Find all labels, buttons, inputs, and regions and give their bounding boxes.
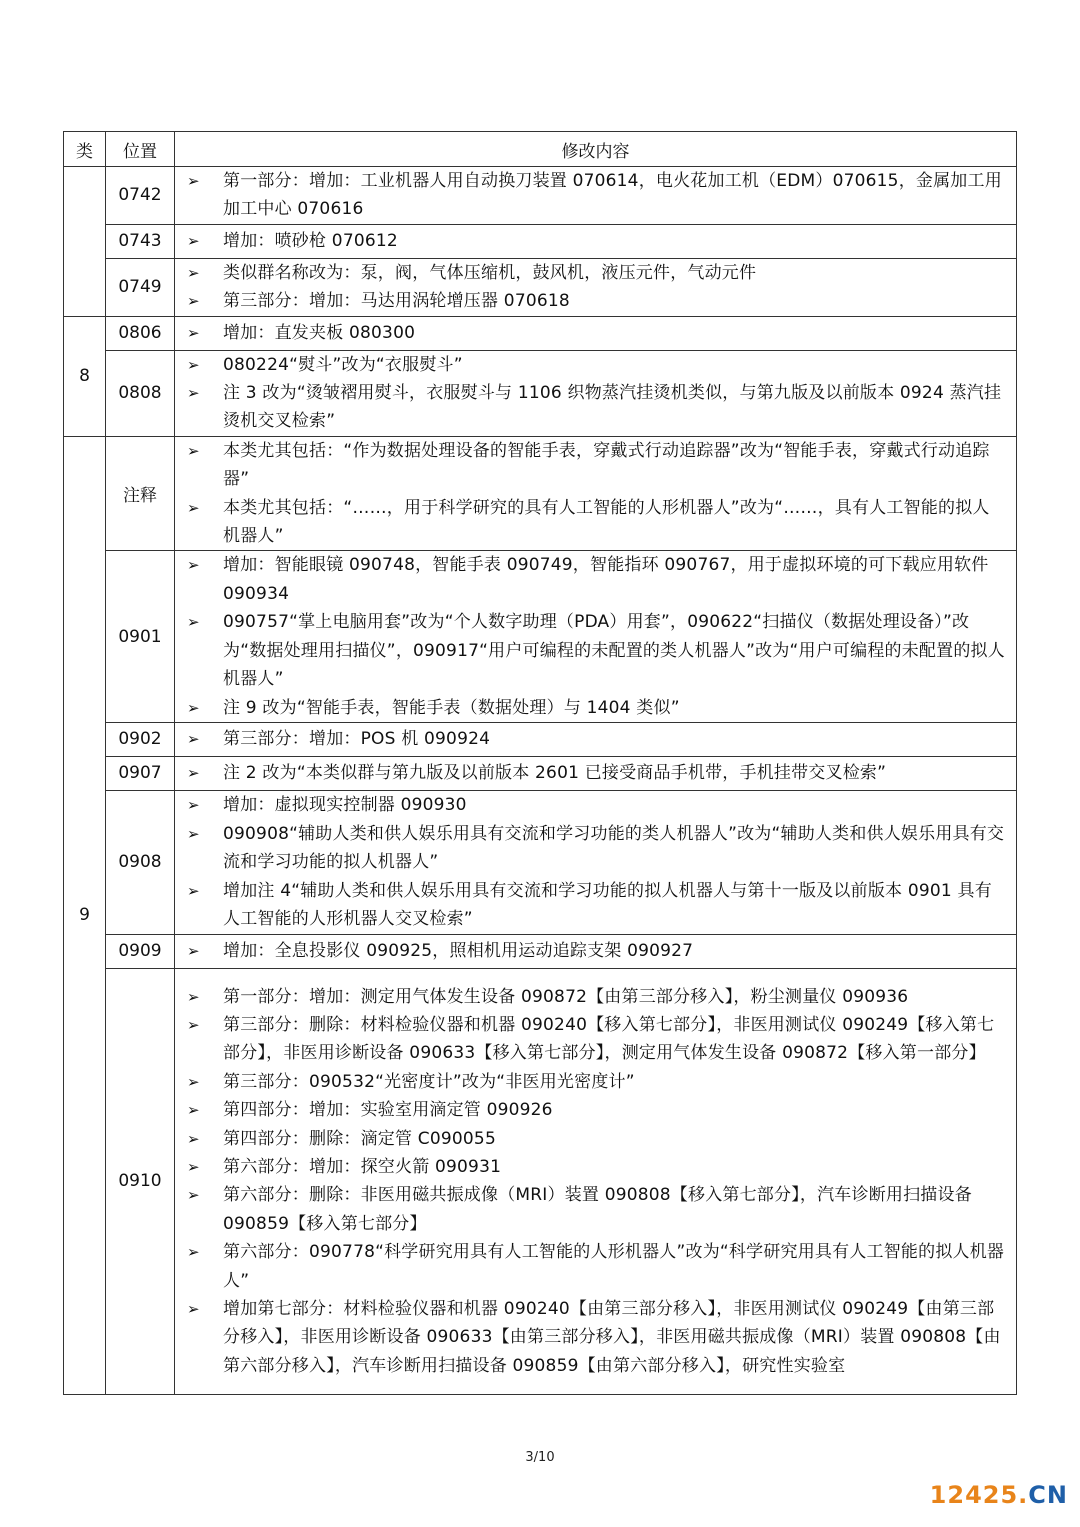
content-cell <box>175 968 1017 1394</box>
position-cell: 0908 <box>106 790 175 934</box>
list-item: ➢ 增加：智能眼镜 090748，智能手表 090749，智能指环 090767，用于虚拟环境的可下载应用软件 090934 <box>187 551 1006 608</box>
arrow-bullet-icon: ➢ <box>187 764 200 783</box>
list-item: ➢ 本类尤其包括：“……，用于科学研究的具有人工智能的人形机器人”改为“……，具有人工智能的拟人机器人” <box>187 494 1006 551</box>
position-cell: 0907 <box>106 756 175 790</box>
position-cell: 0808 <box>106 350 175 436</box>
arrow-bullet-icon: ➢ <box>187 881 200 900</box>
list-item: ➢ 增加：直发夹板 080300 <box>187 319 1006 347</box>
content-cell <box>175 350 1017 436</box>
arrow-bullet-icon: ➢ <box>187 730 200 749</box>
header-content: 修改内容 <box>175 132 1017 167</box>
list-item: ➢ 090757“掌上电脑用套”改为“个人数字助理（PDA）用套”，090622“扫描仪（数据处理设备）”改为“数据处理用扫描仪”，090917“用户可编程的未配置的类人机器人”改为“用户可编程的未配置的拟人机器人” <box>187 608 1006 693</box>
arrow-bullet-icon: ➢ <box>187 1129 200 1148</box>
content-cell <box>175 436 1017 551</box>
list-item: ➢ 注 3 改为“烫皱褶用熨斗，衣服熨斗与 1106 织物蒸汽挂烫机类似，与第九版及以前版本 0924 蒸汽挂烫机交叉检索” <box>187 379 1006 436</box>
class-cell <box>64 167 106 317</box>
table-row <box>64 756 1017 790</box>
table-row <box>64 551 1017 722</box>
list-item: ➢ 增加：喷砂枪 070612 <box>187 227 1006 255</box>
content-cell <box>175 722 1017 756</box>
arrow-bullet-icon: ➢ <box>187 441 200 460</box>
arrow-bullet-icon: ➢ <box>187 263 200 282</box>
watermark-dot: . <box>1018 1481 1029 1509</box>
table-row <box>64 790 1017 934</box>
class-cell: 9 <box>64 436 106 1394</box>
list-item: ➢ 第一部分：增加：测定用气体发生设备 090872【由第三部分移入】，粉尘测量仪 090936 <box>187 983 1006 1011</box>
table-row <box>64 258 1017 316</box>
list-item: ➢ 本类尤其包括：“作为数据处理设备的智能手表，穿戴式行动追踪器”改为“智能手表，穿戴式行动追踪器” <box>187 437 1006 494</box>
content-cell <box>175 224 1017 258</box>
arrow-bullet-icon: ➢ <box>187 1101 200 1120</box>
list-item: ➢ 第三部分：删除：材料检验仪器和机器 090240【移入第七部分】，非医用测试仪 090249【移入第七部分】，非医用诊断设备 090633【移入第七部分】，测定用气体发生设备 090872【移入第一部分】 <box>187 1011 1006 1068</box>
list-item: ➢ 增加：全息投影仪 090925，照相机用运动追踪支架 090927 <box>187 937 1006 965</box>
arrow-bullet-icon: ➢ <box>187 323 200 342</box>
list-item: ➢ 第四部分：删除：滴定管 C090055 <box>187 1125 1006 1153</box>
list-item: ➢ 增加：虚拟现实控制器 090930 <box>187 791 1006 819</box>
position-cell: 0742 <box>106 167 175 225</box>
table-row <box>64 167 1017 225</box>
class-cell: 8 <box>64 316 106 436</box>
position-cell: 0902 <box>106 722 175 756</box>
content-cell <box>175 258 1017 316</box>
table-row <box>64 316 1017 350</box>
arrow-bullet-icon: ➢ <box>187 1158 200 1176</box>
header-class: 类 <box>64 132 106 167</box>
arrow-bullet-icon: ➢ <box>187 987 200 1006</box>
content-cell <box>175 551 1017 722</box>
arrow-bullet-icon: ➢ <box>187 942 200 961</box>
arrow-bullet-icon: ➢ <box>187 613 200 632</box>
arrow-bullet-icon: ➢ <box>187 355 200 374</box>
position-cell: 0806 <box>106 316 175 350</box>
list-item: ➢ 增加第七部分：材料检验仪器和机器 090240【由第三部分移入】，非医用测试仪 090249【由第三部分移入】，非医用诊断设备 090633【由第三部分移入】，非医用磁共振成像（MRI）装置 090808【由第六部分移入】，汽车诊断用扫描设备 090859【由第六部分移入】，研究性实验室 <box>187 1295 1006 1380</box>
list-item: ➢ 第三部分：增加：POS 机 090924 <box>187 725 1006 753</box>
position-cell: 0901 <box>106 551 175 722</box>
watermark-number: 12425 <box>929 1481 1019 1509</box>
arrow-bullet-icon: ➢ <box>187 1015 200 1034</box>
list-item: ➢ 类似群名称改为：泵，阀，气体压缩机，鼓风机，液压元件，气动元件 <box>187 259 1006 287</box>
table-row <box>64 436 1017 551</box>
arrow-bullet-icon: ➢ <box>187 172 200 190</box>
list-item: ➢ 第六部分：删除：非医用磁共振成像（MRI）装置 090808【移入第七部分】，汽车诊断用扫描设备 090859【移入第七部分】 <box>187 1181 1006 1238</box>
table-row <box>64 968 1017 1394</box>
arrow-bullet-icon: ➢ <box>187 1072 200 1091</box>
list-item: ➢ 第六部分：090778“科学研究用具有人工智能的人形机器人”改为“科学研究用具有人工智能的拟人机器人” <box>187 1238 1006 1295</box>
list-item: ➢ 第三部分：090532“光密度计”改为“非医用光密度计” <box>187 1068 1006 1096</box>
position-cell: 0910 <box>106 968 175 1394</box>
table-header-row <box>64 132 1017 167</box>
arrow-bullet-icon: ➢ <box>187 292 200 311</box>
page-number: 3/10 <box>525 1450 555 1465</box>
arrow-bullet-icon: ➢ <box>187 1300 200 1319</box>
arrow-bullet-icon: ➢ <box>187 1243 200 1262</box>
position-cell: 0909 <box>106 934 175 968</box>
list-item: ➢ 注 2 改为“本类似群与第九版及以前版本 2601 已接受商品手机带，手机挂带交叉检索” <box>187 759 1006 787</box>
position-cell: 0749 <box>106 258 175 316</box>
list-item: ➢ 090908“辅助人类和供人娱乐用具有交流和学习功能的类人机器人”改为“辅助人类和供人娱乐用具有交流和学习功能的拟人机器人” <box>187 820 1006 877</box>
arrow-bullet-icon: ➢ <box>187 824 200 843</box>
position-cell: 注释 <box>106 436 175 551</box>
list-item: ➢ 第六部分：增加：探空火箭 090931 <box>187 1153 1006 1181</box>
content-cell <box>175 756 1017 790</box>
list-item: ➢ 注 9 改为“智能手表，智能手表（数据处理）与 1404 类似” <box>187 694 1006 722</box>
table-row <box>64 934 1017 968</box>
arrow-bullet-icon: ➢ <box>187 698 200 717</box>
watermark-cn: CN <box>1028 1481 1068 1509</box>
position-cell: 0743 <box>106 224 175 258</box>
content-cell <box>175 316 1017 350</box>
arrow-bullet-icon: ➢ <box>187 384 200 403</box>
content-cell <box>175 934 1017 968</box>
content-cell <box>175 790 1017 934</box>
arrow-bullet-icon: ➢ <box>187 232 200 251</box>
arrow-bullet-icon: ➢ <box>187 1186 200 1205</box>
list-item: ➢ 第三部分：增加：马达用涡轮增压器 070618 <box>187 287 1006 315</box>
list-item: ➢ 080224“熨斗”改为“衣服熨斗” <box>187 351 1006 379</box>
list-item: ➢ 第一部分：增加：工业机器人用自动换刀装置 070614，电火花加工机（EDM）070615，金属加工用加工中心 070616 <box>187 167 1006 224</box>
table-row <box>64 722 1017 756</box>
table-row <box>64 350 1017 436</box>
arrow-bullet-icon: ➢ <box>187 556 200 575</box>
list-item: ➢ 增加注 4“辅助人类和供人娱乐用具有交流和学习功能的拟人机器人与第十一版及以前版本 0901 具有人工智能的人形机器人交叉检索” <box>187 877 1006 934</box>
watermark-logo <box>930 1481 1068 1509</box>
header-position: 位置 <box>106 132 175 167</box>
table-row <box>64 224 1017 258</box>
modification-table <box>63 131 1017 1395</box>
arrow-bullet-icon: ➢ <box>187 796 200 815</box>
list-item: ➢ 第四部分：增加：实验室用滴定管 090926 <box>187 1096 1006 1124</box>
arrow-bullet-icon: ➢ <box>187 498 200 517</box>
content-cell <box>175 167 1017 225</box>
